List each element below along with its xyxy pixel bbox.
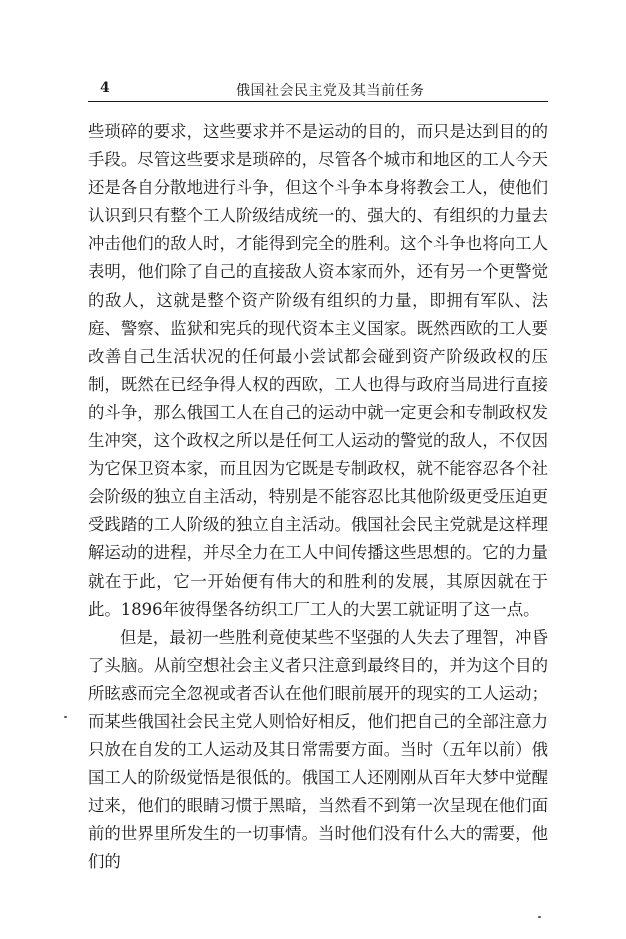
paragraph-continued: 些琐碎的要求，这些要求并不是运动的目的，而只是达到目的的手段。尽管这些要求是琐碎的，尽管各个城市和地区的工人今天还是各自分散地进行斗争，但这个斗争本身将教会工人，使他们认识到只有整个工人阶级结成统一的、强大的、有组织的力量去冲击他们的敌人时，才能得到完全的胜利。这个斗争也将向工人表明，他们除了自己的直接敌人资本家而外，还有另一个更警觉的敌人，这就是整个资产阶级有组织的力量，即拥有军队、法庭、警察、监狱和宪兵的现代资本主义国家。既然西欧的工人要改善自己生活状况的任何最小尝试都会碰到资产阶级政权的压制，既然在已经争得人权的西欧，工人也得与政府当局进行直接的斗争，那么俄国工人在自己的运动中就一定更会和专制政权发生冲突，这个政权之所以是任何工人运动的警觉的敌人，不仅因为它保卫资本家，而且因为它既是专制政权，就不能容忍各个社会阶级的独立自主活动，特别是不能容忍比其他阶级更受压迫更受践踏的工人阶级的独立自主活动。俄国社会民主党就是这样理解运动的进程，并尽全力在工人中间传播这些思想的。它的力量就在于此，它一开始便有伟大的和胜利的发展，其原因就在于此。1896年彼得堡各纺织工厂工人的大罢工就证明了这一点。 [88, 122, 548, 619]
scan-speck [538, 916, 541, 918]
page-number: 4 [100, 80, 110, 96]
paragraph: 但是，最初一些胜利竟使某些不坚强的人失去了理智，冲昏了头脑。从前空想社会主义者只注意到最终目的，并为这个目的所眩惑而完全忽视或者否认在他们眼前展开的现实的工人运动；而某些俄国社会民主党人则恰好相反，他们把自己的全部注意力只放在自发的工人运动及其日常需要方面。当时（五年以前）俄国工人的阶级觉悟是很低的。俄国工人还刚刚从百年大梦中觉醒过来，他们的眼睛习惯于黑暗，当然看不到第一次呈现在他们面前的世界里所发生的一切事情。当时他们没有什么大的需要，他们的 [88, 627, 548, 872]
scan-speck [64, 716, 67, 718]
running-title: 俄国社会民主党及其当前任务 [236, 83, 425, 99]
header-rule [88, 101, 548, 102]
page-header [88, 76, 548, 102]
body-text [88, 118, 548, 877]
